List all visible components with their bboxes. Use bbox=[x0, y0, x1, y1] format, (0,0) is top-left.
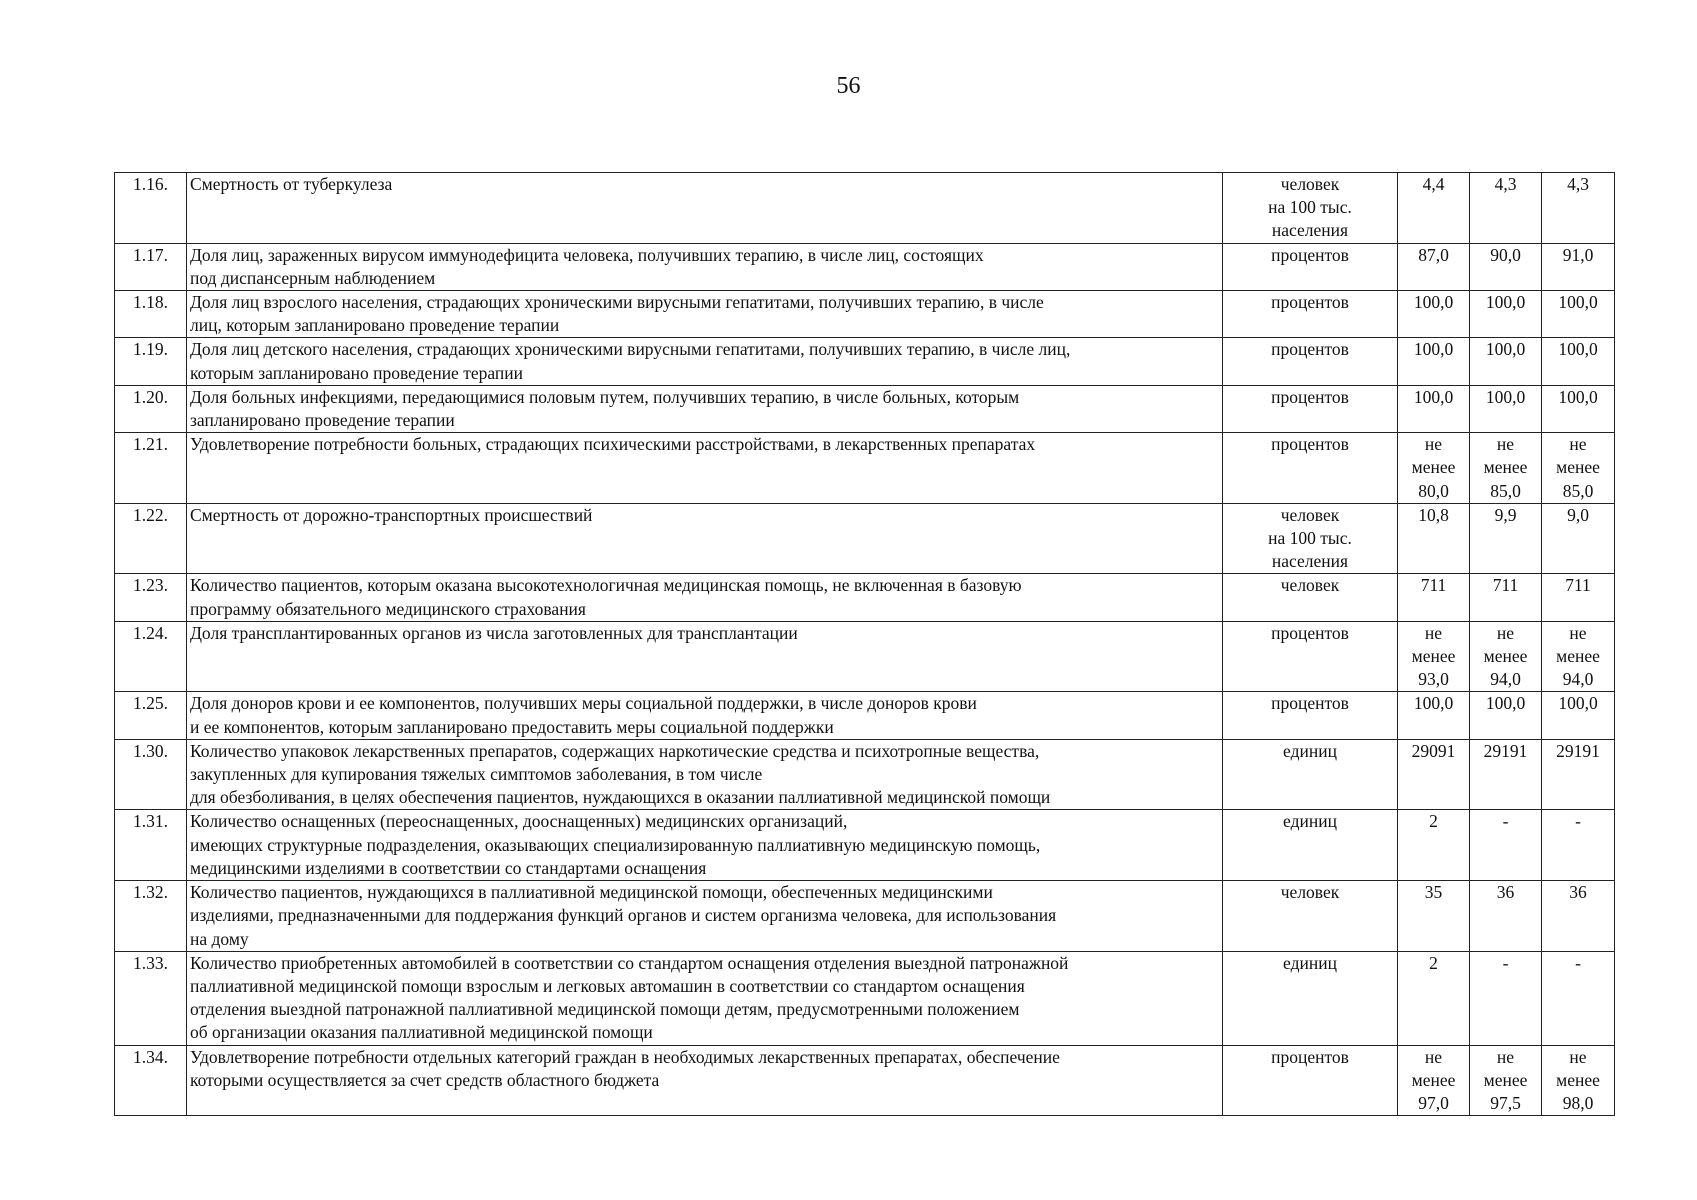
value-year-1-cell bbox=[1398, 433, 1470, 504]
value-year-1-line: 100,0 bbox=[1413, 292, 1454, 313]
indicator-name-line: Доля больных инфекциями, передающимися половым путем, получивших терапию, в числе больных, которым bbox=[190, 386, 1020, 407]
unit-of-measure-line: на 100 тыс. bbox=[1268, 528, 1352, 549]
value-year-3-line: 4,3 bbox=[1567, 174, 1589, 194]
value-year-1-line: 100,0 bbox=[1413, 386, 1454, 407]
row-number-cell bbox=[115, 503, 187, 574]
value-year-3-line: 100,0 bbox=[1558, 292, 1598, 313]
value-year-2-line: 100,0 bbox=[1485, 339, 1526, 360]
row-number: 1.25. bbox=[133, 693, 168, 714]
value-year-2-line: не bbox=[1496, 1046, 1515, 1067]
unit-of-measure-line: процентов bbox=[1271, 339, 1349, 360]
table-row bbox=[115, 1045, 1615, 1116]
indicator-name-line: Доля трансплантированных органов из числа заготовленных для трансплантации bbox=[190, 622, 798, 643]
indicator-name-cell bbox=[187, 574, 1223, 621]
row-number: 1.19. bbox=[133, 339, 168, 360]
value-year-3-line: 85,0 bbox=[1562, 480, 1594, 501]
unit-of-measure-line: населения bbox=[1271, 551, 1349, 572]
row-number: 1.30. bbox=[133, 740, 168, 761]
value-year-2-cell bbox=[1470, 739, 1542, 810]
value-year-3-line: 98,0 bbox=[1562, 1092, 1594, 1113]
table-row bbox=[115, 503, 1615, 574]
table-row bbox=[115, 881, 1615, 952]
unit-of-measure-line: процентов bbox=[1271, 386, 1349, 407]
indicator-name-cell bbox=[187, 338, 1223, 385]
unit-of-measure-line: человек bbox=[1280, 174, 1340, 194]
indicator-name-line: Смертность от туберкулеза bbox=[190, 174, 393, 194]
value-year-2-cell bbox=[1470, 338, 1542, 385]
value-year-1-line: 97,0 bbox=[1418, 1092, 1449, 1113]
value-year-2-line: 90,0 bbox=[1490, 244, 1521, 265]
value-year-3-line: не bbox=[1569, 434, 1587, 455]
indicator-name-cell bbox=[187, 951, 1223, 1045]
value-year-3-line: 100,0 bbox=[1558, 693, 1598, 714]
unit-of-measure-line: населения bbox=[1271, 220, 1349, 241]
unit-of-measure-line: единиц bbox=[1283, 952, 1337, 973]
value-year-2-line: 29191 bbox=[1483, 740, 1528, 761]
value-year-2-line: 100,0 bbox=[1485, 292, 1526, 313]
value-year-1-cell bbox=[1398, 881, 1470, 952]
value-year-1-line: 100,0 bbox=[1413, 693, 1454, 714]
value-year-1-line: 10,8 bbox=[1418, 504, 1449, 525]
indicator-name-line: лиц, которым запланировано проведение терапии bbox=[190, 315, 560, 336]
indicator-name-cell bbox=[187, 739, 1223, 810]
unit-of-measure-cell bbox=[1223, 503, 1398, 574]
value-year-2-line: 94,0 bbox=[1490, 669, 1521, 690]
indicator-name-line: изделиями, предназначенными для поддержания функций органов и систем организма человека, для использования bbox=[190, 905, 1057, 926]
unit-of-measure-cell bbox=[1223, 433, 1398, 504]
value-year-1-line: 80,0 bbox=[1418, 480, 1449, 501]
value-year-3-line: 94,0 bbox=[1562, 669, 1594, 690]
indicator-name-cell bbox=[187, 692, 1223, 739]
row-number-cell bbox=[115, 433, 187, 504]
value-year-1-line: 100,0 bbox=[1413, 339, 1454, 360]
indicator-name-cell bbox=[187, 173, 1223, 244]
value-year-1-cell bbox=[1398, 338, 1470, 385]
unit-of-measure-line: процентов bbox=[1271, 622, 1349, 643]
row-number-cell bbox=[115, 692, 187, 739]
value-year-3-cell bbox=[1542, 810, 1615, 881]
row-number: 1.31. bbox=[133, 811, 168, 832]
value-year-3-cell bbox=[1542, 243, 1615, 290]
value-year-2-cell bbox=[1470, 291, 1542, 338]
value-year-3-line: - bbox=[1575, 952, 1581, 973]
unit-of-measure-cell bbox=[1223, 739, 1398, 810]
row-number: 1.34. bbox=[133, 1046, 168, 1067]
row-number-cell bbox=[115, 291, 187, 338]
value-year-1-line: 87,0 bbox=[1418, 244, 1449, 265]
indicator-name-cell bbox=[187, 621, 1223, 692]
table-row bbox=[115, 739, 1615, 810]
row-number-cell bbox=[115, 574, 187, 621]
indicator-name-line: об организации оказания паллиативной медицинской помощи bbox=[190, 1022, 653, 1043]
row-number: 1.23. bbox=[133, 575, 168, 596]
value-year-1-line: 93,0 bbox=[1418, 669, 1449, 690]
value-year-2-line: не bbox=[1496, 622, 1515, 643]
indicator-name-line: закупленных для купирования тяжелых симптомов заболевания, в том числе bbox=[190, 764, 763, 785]
row-number-cell bbox=[115, 385, 187, 432]
value-year-2-cell bbox=[1470, 810, 1542, 881]
row-number-cell bbox=[115, 951, 187, 1045]
indicator-name-line: отделения выездной патронажной паллиативной медицинской помощи детям, предусмотренными положением bbox=[190, 999, 1020, 1020]
row-number: 1.16. bbox=[133, 174, 168, 194]
table-row bbox=[115, 574, 1615, 621]
row-number: 1.20. bbox=[133, 386, 168, 407]
indicator-name-line: запланировано проведение терапии bbox=[190, 410, 455, 431]
value-year-1-cell bbox=[1398, 243, 1470, 290]
row-number-cell bbox=[115, 1045, 187, 1116]
indicator-name-cell bbox=[187, 243, 1223, 290]
indicator-name-line: под диспансерным наблюдением bbox=[190, 267, 436, 288]
unit-of-measure-line: единиц bbox=[1283, 811, 1337, 832]
value-year-3-line: 100,0 bbox=[1558, 386, 1598, 407]
value-year-1-cell bbox=[1398, 385, 1470, 432]
value-year-2-line: - bbox=[1502, 952, 1509, 973]
table-row bbox=[115, 338, 1615, 385]
value-year-2-cell bbox=[1470, 173, 1542, 244]
value-year-2-cell bbox=[1470, 951, 1542, 1045]
unit-of-measure-line: процентов bbox=[1271, 1046, 1349, 1067]
value-year-2-line: не bbox=[1496, 434, 1515, 455]
value-year-2-line: 97,5 bbox=[1490, 1092, 1521, 1113]
value-year-1-cell bbox=[1398, 574, 1470, 621]
indicator-name-cell bbox=[187, 385, 1223, 432]
value-year-2-line: 85,0 bbox=[1490, 480, 1521, 501]
value-year-3-line: не bbox=[1569, 1046, 1587, 1067]
unit-of-measure-line: процентов bbox=[1271, 292, 1349, 313]
row-number: 1.33. bbox=[133, 952, 168, 973]
unit-of-measure-line: на 100 тыс. bbox=[1268, 197, 1352, 218]
value-year-3-line: - bbox=[1575, 811, 1581, 832]
indicator-name-cell bbox=[187, 810, 1223, 881]
table-row bbox=[115, 951, 1615, 1045]
indicator-name-line: Количество оснащенных (переоснащенных, дооснащенных) медицинских организаций, bbox=[190, 811, 848, 832]
unit-of-measure-cell bbox=[1223, 385, 1398, 432]
row-number-cell bbox=[115, 881, 187, 952]
row-number: 1.21. bbox=[133, 434, 168, 455]
unit-of-measure-line: процентов bbox=[1271, 244, 1349, 265]
indicator-name-cell bbox=[187, 881, 1223, 952]
value-year-3-line: 36 bbox=[1569, 882, 1587, 903]
value-year-3-line: 29191 bbox=[1556, 740, 1600, 761]
indicator-name-line: на дому bbox=[190, 928, 249, 949]
value-year-3-line: менее bbox=[1556, 646, 1600, 667]
value-year-1-line: менее bbox=[1411, 457, 1456, 478]
value-year-1-cell bbox=[1398, 739, 1470, 810]
row-number: 1.32. bbox=[133, 882, 168, 903]
value-year-1-line: не bbox=[1424, 1046, 1443, 1067]
unit-of-measure-cell bbox=[1223, 338, 1398, 385]
unit-of-measure-line: единиц bbox=[1283, 740, 1337, 761]
value-year-3-cell bbox=[1542, 1045, 1615, 1116]
row-number-cell bbox=[115, 621, 187, 692]
unit-of-measure-cell bbox=[1223, 692, 1398, 739]
unit-of-measure-line: человек bbox=[1280, 575, 1340, 596]
row-number-cell bbox=[115, 810, 187, 881]
indicator-name-line: которым запланировано проведение терапии bbox=[190, 362, 523, 383]
unit-of-measure-cell bbox=[1223, 621, 1398, 692]
value-year-3-cell bbox=[1542, 951, 1615, 1045]
value-year-1-cell bbox=[1398, 173, 1470, 244]
value-year-3-line: не bbox=[1569, 622, 1587, 643]
row-number-cell bbox=[115, 243, 187, 290]
value-year-3-line: менее bbox=[1556, 1069, 1600, 1090]
indicator-name-line: медицинскими изделиями в соответствии со стандартами оснащения bbox=[190, 857, 707, 878]
value-year-1-line: менее bbox=[1411, 646, 1456, 667]
indicator-name-line: Количество пациентов, которым оказана высокотехнологичная медицинская помощь, не включенная в базовую bbox=[190, 575, 1022, 596]
indicator-name-line: Удовлетворение потребности больных, страдающих психическими расстройствами, в лекарственных препаратах bbox=[190, 434, 1036, 455]
row-number-cell bbox=[115, 173, 187, 244]
table-row bbox=[115, 173, 1615, 244]
unit-of-measure-cell bbox=[1223, 810, 1398, 881]
table-row bbox=[115, 385, 1615, 432]
indicator-name-line: Доля лиц детского населения, страдающих хроническими вирусными гепатитами, получивших терапию, в числе лиц, bbox=[190, 339, 1071, 360]
value-year-2-line: 4,3 bbox=[1494, 174, 1517, 194]
unit-of-measure-cell bbox=[1223, 951, 1398, 1045]
value-year-1-line: 2 bbox=[1429, 952, 1438, 973]
table-row bbox=[115, 692, 1615, 739]
indicator-name-line: паллиативной медицинской помощи взрослым и легковых автомашин в соответствии со стандартом оснащения bbox=[190, 975, 1025, 996]
unit-of-measure-cell bbox=[1223, 1045, 1398, 1116]
row-number: 1.18. bbox=[133, 292, 168, 313]
value-year-3-line: менее bbox=[1556, 457, 1600, 478]
indicator-name-line: Количество пациентов, нуждающихся в паллиативной медицинской помощи, обеспеченных медицинскими bbox=[190, 882, 993, 903]
value-year-3-cell bbox=[1542, 881, 1615, 952]
value-year-1-line: 35 bbox=[1424, 882, 1443, 903]
indicator-name-line: программу обязательного медицинского страхования bbox=[190, 598, 586, 619]
value-year-2-cell bbox=[1470, 621, 1542, 692]
indicator-name-line: Доля лиц, зараженных вирусом иммунодефицита человека, получивших терапию, в числе лиц, состоящих bbox=[190, 244, 984, 265]
value-year-3-cell bbox=[1542, 173, 1615, 244]
value-year-3-cell bbox=[1542, 574, 1615, 621]
table-row bbox=[115, 243, 1615, 290]
value-year-2-line: 100,0 bbox=[1485, 693, 1526, 714]
row-number: 1.22. bbox=[133, 504, 168, 525]
unit-of-measure-line: человек bbox=[1280, 882, 1340, 903]
value-year-2-cell bbox=[1470, 574, 1542, 621]
indicators-table bbox=[114, 172, 1615, 1116]
value-year-3-line: 9,0 bbox=[1567, 504, 1589, 525]
value-year-2-cell bbox=[1470, 1045, 1542, 1116]
value-year-3-cell bbox=[1542, 692, 1615, 739]
value-year-3-cell bbox=[1542, 433, 1615, 504]
value-year-2-cell bbox=[1470, 881, 1542, 952]
page-number: 56 bbox=[836, 73, 861, 99]
unit-of-measure-cell bbox=[1223, 881, 1398, 952]
unit-of-measure-cell bbox=[1223, 173, 1398, 244]
value-year-1-cell bbox=[1398, 951, 1470, 1045]
value-year-1-cell bbox=[1398, 810, 1470, 881]
unit-of-measure-line: процентов bbox=[1271, 693, 1349, 714]
value-year-1-line: 2 bbox=[1429, 811, 1438, 832]
value-year-1-line: не bbox=[1424, 434, 1443, 455]
unit-of-measure-cell bbox=[1223, 243, 1398, 290]
indicator-name-cell bbox=[187, 1045, 1223, 1116]
value-year-2-line: 36 bbox=[1496, 882, 1515, 903]
value-year-1-line: менее bbox=[1411, 1069, 1456, 1090]
value-year-1-cell bbox=[1398, 621, 1470, 692]
indicator-name-line: Количество упаковок лекарственных препаратов, содержащих наркотические средства и психотропные вещества, bbox=[190, 740, 1040, 761]
value-year-3-cell bbox=[1542, 503, 1615, 574]
row-number-cell bbox=[115, 338, 187, 385]
indicator-name-line: которыми осуществляется за счет средств областного бюджета bbox=[190, 1069, 660, 1090]
value-year-1-cell bbox=[1398, 1045, 1470, 1116]
indicator-name-line: Доля доноров крови и ее компонентов, получивших меры социальной поддержки, в числе доноров крови bbox=[190, 693, 977, 714]
value-year-3-cell bbox=[1542, 621, 1615, 692]
indicator-name-cell bbox=[187, 291, 1223, 338]
table-row bbox=[115, 291, 1615, 338]
value-year-2-line: менее bbox=[1483, 646, 1528, 667]
indicator-name-line: Удовлетворение потребности отдельных категорий граждан в необходимых лекарственных препаратах, обеспечение bbox=[190, 1046, 1060, 1067]
value-year-2-line: 9,9 bbox=[1494, 504, 1517, 525]
value-year-2-line: 711 bbox=[1492, 575, 1519, 596]
value-year-3-cell bbox=[1542, 338, 1615, 385]
value-year-2-cell bbox=[1470, 243, 1542, 290]
indicator-name-line: Доля лиц взрослого населения, страдающих хроническими вирусными гепатитами, получивших терапию, в числе bbox=[190, 292, 1044, 313]
indicator-name-line: Смертность от дорожно-транспортных происшествий bbox=[190, 504, 593, 525]
table-row bbox=[115, 433, 1615, 504]
indicator-name-line: имеющих структурные подразделения, оказывающих специализированную паллиативную медицинскую помощь, bbox=[190, 834, 1041, 855]
table-row bbox=[115, 810, 1615, 881]
value-year-2-cell bbox=[1470, 692, 1542, 739]
value-year-3-cell bbox=[1542, 739, 1615, 810]
unit-of-measure-line: процентов bbox=[1271, 434, 1349, 455]
row-number-cell bbox=[115, 739, 187, 810]
value-year-1-line: не bbox=[1424, 622, 1443, 643]
value-year-2-cell bbox=[1470, 503, 1542, 574]
unit-of-measure-cell bbox=[1223, 574, 1398, 621]
value-year-3-cell bbox=[1542, 385, 1615, 432]
row-number: 1.17. bbox=[133, 244, 168, 265]
value-year-2-cell bbox=[1470, 385, 1542, 432]
value-year-3-line: 91,0 bbox=[1562, 244, 1594, 265]
indicator-name-line: и ее компонентов, которым запланировано предоставить меры социальной поддержки bbox=[190, 716, 834, 737]
value-year-3-line: 100,0 bbox=[1558, 339, 1598, 360]
indicators-table-body bbox=[115, 173, 1615, 1116]
value-year-1-cell bbox=[1398, 503, 1470, 574]
value-year-1-cell bbox=[1398, 291, 1470, 338]
value-year-1-cell bbox=[1398, 692, 1470, 739]
value-year-1-line: 4,4 bbox=[1422, 174, 1445, 194]
indicator-name-cell bbox=[187, 433, 1223, 504]
value-year-3-line: 711 bbox=[1565, 575, 1591, 596]
indicator-name-line: Количество приобретенных автомобилей в соответствии со стандартом оснащения отделения выездной патронажной bbox=[190, 952, 1069, 973]
unit-of-measure-line: человек bbox=[1280, 504, 1340, 525]
value-year-2-line: 100,0 bbox=[1485, 386, 1526, 407]
indicator-name-cell bbox=[187, 503, 1223, 574]
indicator-name-line: для обезболивания, в целях обеспечения пациентов, нуждающихся в оказании паллиативной медицинской помощи bbox=[190, 787, 1051, 808]
table-row bbox=[115, 621, 1615, 692]
value-year-2-line: менее bbox=[1483, 1069, 1528, 1090]
value-year-3-cell bbox=[1542, 291, 1615, 338]
row-number: 1.24. bbox=[133, 622, 168, 643]
value-year-2-cell bbox=[1470, 433, 1542, 504]
unit-of-measure-cell bbox=[1223, 291, 1398, 338]
value-year-2-line: - bbox=[1502, 811, 1509, 832]
value-year-2-line: менее bbox=[1483, 457, 1528, 478]
value-year-1-line: 711 bbox=[1420, 575, 1447, 596]
value-year-1-line: 29091 bbox=[1411, 740, 1456, 761]
